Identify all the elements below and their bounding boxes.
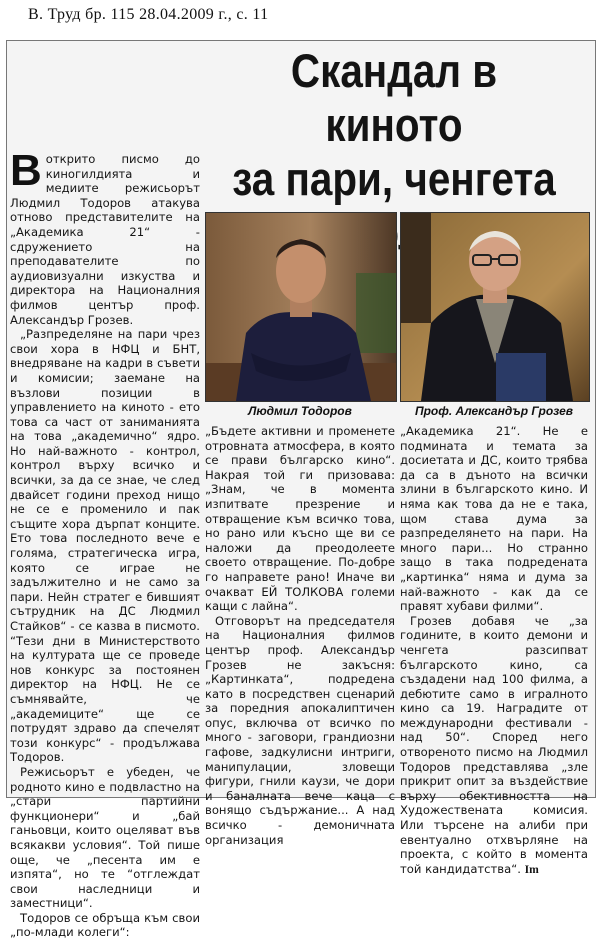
article-column-2 <box>205 424 395 847</box>
author-signature: Im <box>524 862 539 876</box>
photo-alexander-grozev <box>400 212 590 402</box>
portrait-illustration <box>206 213 396 401</box>
caption-left-photo: Людмил Тодоров <box>248 404 352 418</box>
paragraph: Отговорът на председателя на Националния филмов център проф. Александър Грозев не закъсня: „Картинката“, подредена като в посредствен сценарий за поредния апокалиптичен опус, включва от всичко по много - заговори, грандиозни гафове, задкулисни интриги, манипулации, зловещи фигури, гнили каузи, че дори и баналната вече каца с вонящо съдържание... А над всичко - демоничната организация <box>205 613 395 847</box>
headline-line-1: Скандал в киното <box>290 44 498 151</box>
paragraph: Грозев добавя че „за годините, в които демони и ченгета разсипват българското кино, са създадени над 100 филма, а дебютите само в игралното кино са 19. Наградите от международни фестивали - над 50“. Според него отвореното писмо на Людмил Тодоров представлява „зле прикрит опит за въздействие върху обективността на Художествената комисия. Или търсене на алиби при евентуално отхвърляне на проекта, с който в момента той кандидатства“. Im <box>400 613 588 876</box>
paragraph: „Разпределяне на пари чрез свои хора в НФЦ и БНТ, внедряване на кадри в съвети и комисии; заемане на възлови позиции в управлението на киното - ето това са част от заниманията на това „академично“ ядро. Но най-важното - контрол, контрол върху всичко и всички, за да се знае, че след двайсет години преход нищо не се е променило и пак същите хора дърпат конците. Ето това последното вече е голяма, стратегическа игра, която се играе не задължително и не само за пари. Нейн стратег е бившият сътрудник на ДС Людмил Стайков“ - се казва в писмото. “Тези дни в Министерството на културата ще се проведе нов конкурс за постоянен директор на НФЦ. Не се съмнявайте, че „академиците“ ще се потрудят здраво да спечелят този конкурс“ - продължава Тодоров. <box>10 327 200 765</box>
caption-right-photo: Проф. Александър Грозев <box>414 404 574 418</box>
drop-cap: В <box>10 146 42 195</box>
paragraph: „Академика 21“. Не е подмината и темата за досиетата и ДС, които трябва да са в дъното на всички злини в българското кино. И няма как това да не е така, щом става дума за разпределянето на пари. На много пари... Но странно защо в така подредената „картинка“ няма и дума за най-важното - как да се правят хубави филми“. <box>400 424 588 614</box>
photo-ludmil-todorov <box>205 212 397 402</box>
headline-line-2: за пари, ченгета <box>232 152 556 205</box>
paragraph: Воткрито писмо до киногилдията и медиите режисьорът Людмил Тодоров атакува отново представителите на „Академика 21“ - сдружението на преподавателите по аудиовизуални изкуства и директора на Националния филмов център проф. Александър Грозев. <box>10 146 200 327</box>
paragraph: Тодоров се обръща към свои „по-млади колеги“: <box>10 910 200 940</box>
article-column-1 <box>10 146 200 940</box>
paragraph: „Бъдете активни и променете отровната атмосфера, в която се прави българско кино“. Накрая той ги призовава: „Знам, че в момента изпитвате презрение и отвращение към всичко това, но рано или късно ще ви се наложи да преодолеете своето отвращение. По-добре го направете рано! Иначе ви очакват ЕЙ ТОЛКОВА големи кащи с лайна“. <box>205 424 395 614</box>
source-line: В. Труд бр. 115 28.04.2009 г., с. 11 <box>28 6 269 23</box>
portrait-illustration <box>401 213 589 401</box>
article-column-3 <box>400 424 588 876</box>
paragraph: Режисьорът е убеден, че родното кино е подвластно на „стари партийни функционери“ и „бай ганьовци, които оцеляват във всякакви условия“. Той пише още, че „песента им е изпята“, но те “отглеждат свои наследници и заместници“. <box>10 764 200 911</box>
